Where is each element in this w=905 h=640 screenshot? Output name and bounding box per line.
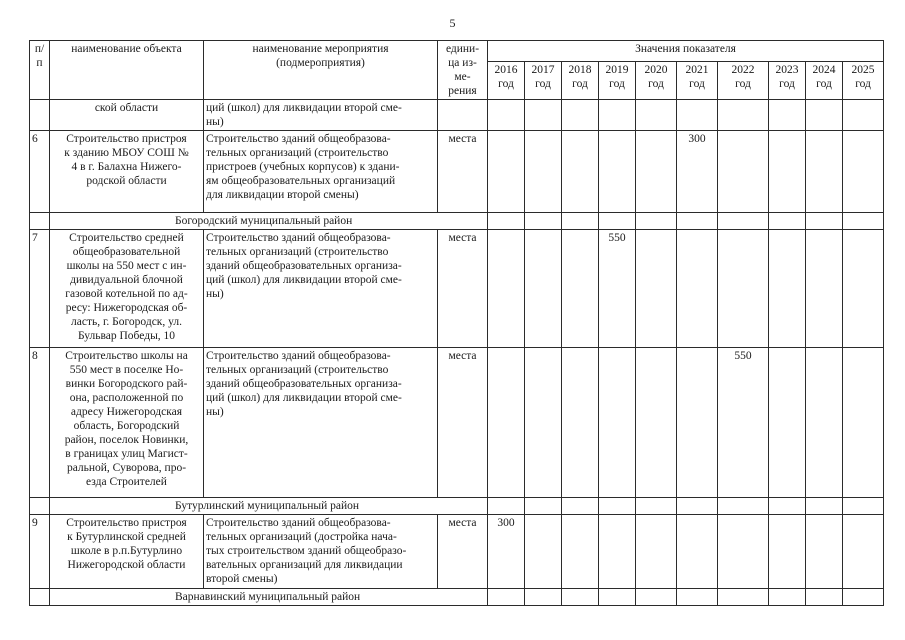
section-row (30, 213, 884, 230)
row-value (599, 515, 636, 589)
row-value (769, 230, 806, 348)
section-empty (562, 589, 599, 606)
header-year: 2023 год (769, 61, 806, 99)
section-empty (488, 498, 525, 515)
section-empty (718, 589, 769, 606)
row-value (677, 230, 718, 348)
row-value (562, 131, 599, 213)
header-year: 2022 год (718, 61, 769, 99)
row-num: 7 (30, 230, 50, 348)
row-measure: Строительство зданий общеобразова- тельных организаций (строительство зданий общеобразовательных организа- ций (школ) для ликвидации второй сме- ны) (204, 348, 438, 498)
row-value (525, 131, 562, 213)
section-empty (599, 589, 636, 606)
row-num: 6 (30, 131, 50, 213)
section-empty (488, 213, 525, 230)
header-year: 2018 год (562, 61, 599, 99)
section-empty (677, 213, 718, 230)
row-unit: места (438, 515, 488, 589)
row-value (806, 515, 843, 589)
row-num: 8 (30, 348, 50, 498)
row-value (718, 131, 769, 213)
row-value (636, 515, 677, 589)
section-empty (562, 213, 599, 230)
row-value (806, 100, 843, 131)
row-num: 9 (30, 515, 50, 589)
row-measure: Строительство зданий общеобразова- тельных организаций (строительство пристроев (учебных корпусов) к здани- ям общеобразовательных организаций для ликвидации второй смены) (204, 131, 438, 213)
row-value (525, 100, 562, 131)
row-value (718, 515, 769, 589)
header-num: п/ п (30, 41, 50, 100)
row-value: 550 (599, 230, 636, 348)
section-empty (525, 589, 562, 606)
row-value (488, 131, 525, 213)
row-value (562, 348, 599, 498)
section-empty (718, 498, 769, 515)
row-value (769, 100, 806, 131)
row-value (525, 515, 562, 589)
section-row (30, 498, 884, 515)
row-unit: места (438, 230, 488, 348)
indicator-table (29, 40, 884, 606)
row-unit: места (438, 131, 488, 213)
row-unit (438, 100, 488, 131)
header-measure: наименование мероприятия (подмероприятия) (204, 41, 438, 100)
row-value: 550 (718, 348, 769, 498)
row-value (843, 100, 884, 131)
section-empty (843, 589, 884, 606)
header-year: 2025 год (843, 61, 884, 99)
section-empty (525, 213, 562, 230)
section-empty (806, 498, 843, 515)
table-row (30, 100, 884, 131)
row-value (843, 348, 884, 498)
row-measure: Строительство зданий общеобразова- тельных организаций (достройка нача- тых строительством зданий общеобразо- вательных организаций для ликвидации второй смены) (204, 515, 438, 589)
header-year: 2024 год (806, 61, 843, 99)
section-empty (562, 498, 599, 515)
row-object: Строительство школы на 550 мест в поселке Но- винки Богородского рай- она, расположенной по адресу Нижегородская область, Богородский район, поселок Новинки, в границах улиц Магист- ральной, Суворова, про- езда Строителей (50, 348, 204, 498)
row-value (636, 348, 677, 498)
section-empty (525, 498, 562, 515)
row-value (806, 131, 843, 213)
row-value (599, 100, 636, 131)
row-value (769, 515, 806, 589)
header-year: 2016 год (488, 61, 525, 99)
row-object: Строительство пристроя к зданию МБОУ СОШ № 4 в г. Балахна Нижего- родской области (50, 131, 204, 213)
section-empty (488, 589, 525, 606)
row-measure: ций (школ) для ликвидации второй сме- ны) (204, 100, 438, 131)
header-year: 2019 год (599, 61, 636, 99)
table-row (30, 230, 884, 348)
section-spacer (30, 498, 50, 515)
header-values-title: Значения показателя (488, 41, 884, 62)
row-value (718, 100, 769, 131)
row-value (525, 348, 562, 498)
row-value (562, 230, 599, 348)
section-empty (843, 498, 884, 515)
row-value (806, 348, 843, 498)
row-value (769, 131, 806, 213)
section-empty (769, 498, 806, 515)
section-empty (843, 213, 884, 230)
row-value (677, 515, 718, 589)
row-value (488, 230, 525, 348)
row-value (769, 348, 806, 498)
header-object: наименование объекта (50, 41, 204, 100)
table-row (30, 515, 884, 589)
section-empty (718, 213, 769, 230)
row-value (718, 230, 769, 348)
header-unit: едини- ца из- ме- рения (438, 41, 488, 100)
row-value (677, 348, 718, 498)
row-value (636, 131, 677, 213)
section-row (30, 589, 884, 606)
row-value (599, 348, 636, 498)
section-label: Богородский муниципальный район (50, 213, 488, 230)
header-year: 2020 год (636, 61, 677, 99)
section-empty (769, 589, 806, 606)
row-value (677, 100, 718, 131)
section-label: Бутурлинский муниципальный район (50, 498, 488, 515)
row-value (806, 230, 843, 348)
row-value (843, 131, 884, 213)
page-number: 5 (449, 16, 456, 30)
section-empty (636, 589, 677, 606)
section-label: Варнавинский муниципальный район (50, 589, 488, 606)
row-object: Строительство средней общеобразовательной школы на 550 мест с ин- дивидуальной блочной газовой котельной по ад- ресу: Нижегородская об- ласть, г. Богородск, ул. Бульвар Победы, 10 (50, 230, 204, 348)
header-year: 2021 год (677, 61, 718, 99)
table-row (30, 348, 884, 498)
row-value: 300 (488, 515, 525, 589)
section-empty (599, 213, 636, 230)
row-object: ской области (50, 100, 204, 131)
row-value (488, 348, 525, 498)
row-value (843, 515, 884, 589)
row-num (30, 100, 50, 131)
row-value (599, 131, 636, 213)
section-empty (599, 498, 636, 515)
section-empty (806, 213, 843, 230)
row-value (562, 515, 599, 589)
table-row (30, 131, 884, 213)
row-unit: места (438, 348, 488, 498)
row-value (488, 100, 525, 131)
section-spacer (30, 213, 50, 230)
section-empty (806, 589, 843, 606)
row-value (636, 230, 677, 348)
row-measure: Строительство зданий общеобразова- тельных организаций (строительство зданий общеобразовательных организа- ций (школ) для ликвидации второй сме- ны) (204, 230, 438, 348)
row-value (525, 230, 562, 348)
header-year: 2017 год (525, 61, 562, 99)
row-object: Строительство пристроя к Бутурлинской средней школе в р.п.Бутурлино Нижегородской области (50, 515, 204, 589)
header-row-top (30, 41, 884, 62)
row-value: 300 (677, 131, 718, 213)
section-empty (677, 498, 718, 515)
row-value (843, 230, 884, 348)
section-spacer (30, 589, 50, 606)
section-empty (677, 589, 718, 606)
row-value (562, 100, 599, 131)
row-value (636, 100, 677, 131)
section-empty (636, 213, 677, 230)
section-empty (636, 498, 677, 515)
section-empty (769, 213, 806, 230)
